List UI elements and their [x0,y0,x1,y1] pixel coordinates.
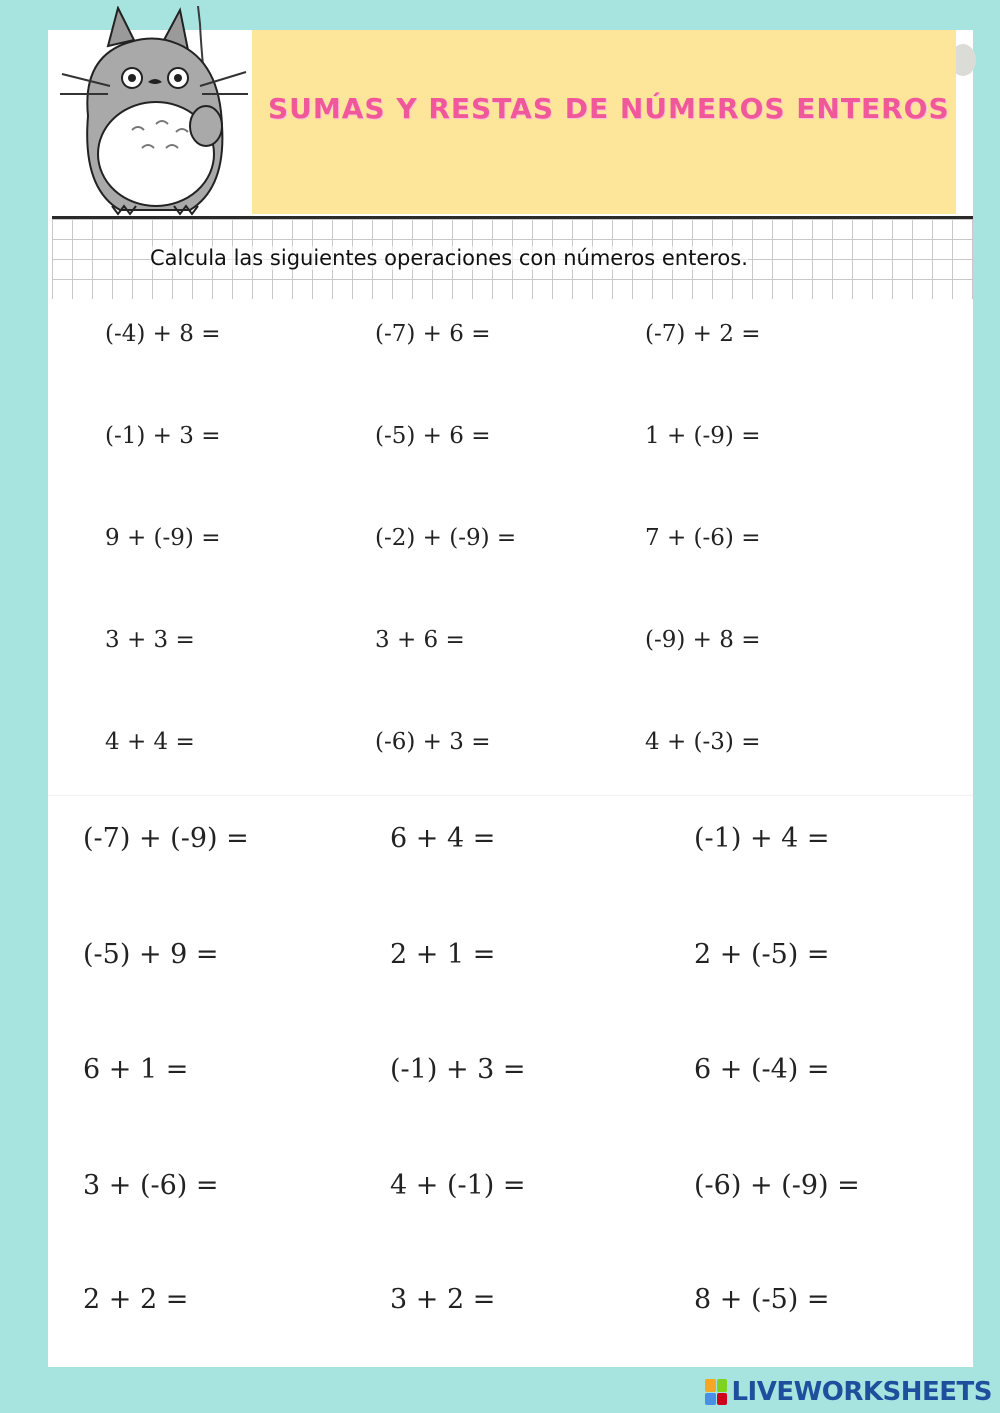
exercise-item: 6 + 4 = [390,823,496,854]
exercise-item: 3 + 2 = [390,1284,496,1315]
exercise-item: 3 + 3 = [105,627,195,653]
exercise-item: 4 + (-3) = [645,729,761,755]
exercise-item: (-2) + (-9) = [375,525,517,551]
exercise-item: 4 + 4 = [105,729,195,755]
exercise-item: (-5) + 9 = [83,939,219,970]
exercise-item: (-4) + 8 = [105,321,221,347]
exercise-item: (-6) + 3 = [375,729,491,755]
instruction-text: Calcula las siguientes operaciones con números enteros. [150,246,748,270]
liveworksheets-brand [705,1377,992,1407]
exercise-item: 2 + 1 = [390,939,496,970]
exercise-item: (-9) + 8 = [645,627,761,653]
exercise-item: 8 + (-5) = [694,1284,830,1315]
exercise-item: 4 + (-1) = [390,1170,526,1201]
liveworksheets-logo-icon [705,1379,727,1405]
brand-name: LIVEWORKSHEETS [731,1377,992,1407]
exercise-item: 3 + 6 = [375,627,465,653]
exercise-item: 3 + (-6) = [83,1170,219,1201]
exercise-item: 6 + 1 = [83,1054,189,1085]
exercise-item: 2 + 2 = [83,1284,189,1315]
exercise-item: (-7) + 6 = [375,321,491,347]
exercise-item: (-5) + 6 = [375,423,491,449]
exercise-item: 9 + (-9) = [105,525,221,551]
worksheet-title: SUMAS Y RESTAS DE NÚMEROS ENTEROS [268,92,950,125]
exercise-item: 7 + (-6) = [645,525,761,551]
exercise-item: (-7) + 2 = [645,321,761,347]
exercise-item: (-6) + (-9) = [694,1170,860,1201]
exercise-item: (-1) + 3 = [105,423,221,449]
exercise-item: (-1) + 3 = [390,1054,526,1085]
exercise-item: (-1) + 4 = [694,823,830,854]
exercise-item: 6 + (-4) = [694,1054,830,1085]
section-divider [48,795,973,796]
totoro-mascot-icon [60,6,250,218]
exercise-item: 1 + (-9) = [645,423,761,449]
exercise-item: (-7) + (-9) = [83,823,249,854]
exercise-item: 2 + (-5) = [694,939,830,970]
